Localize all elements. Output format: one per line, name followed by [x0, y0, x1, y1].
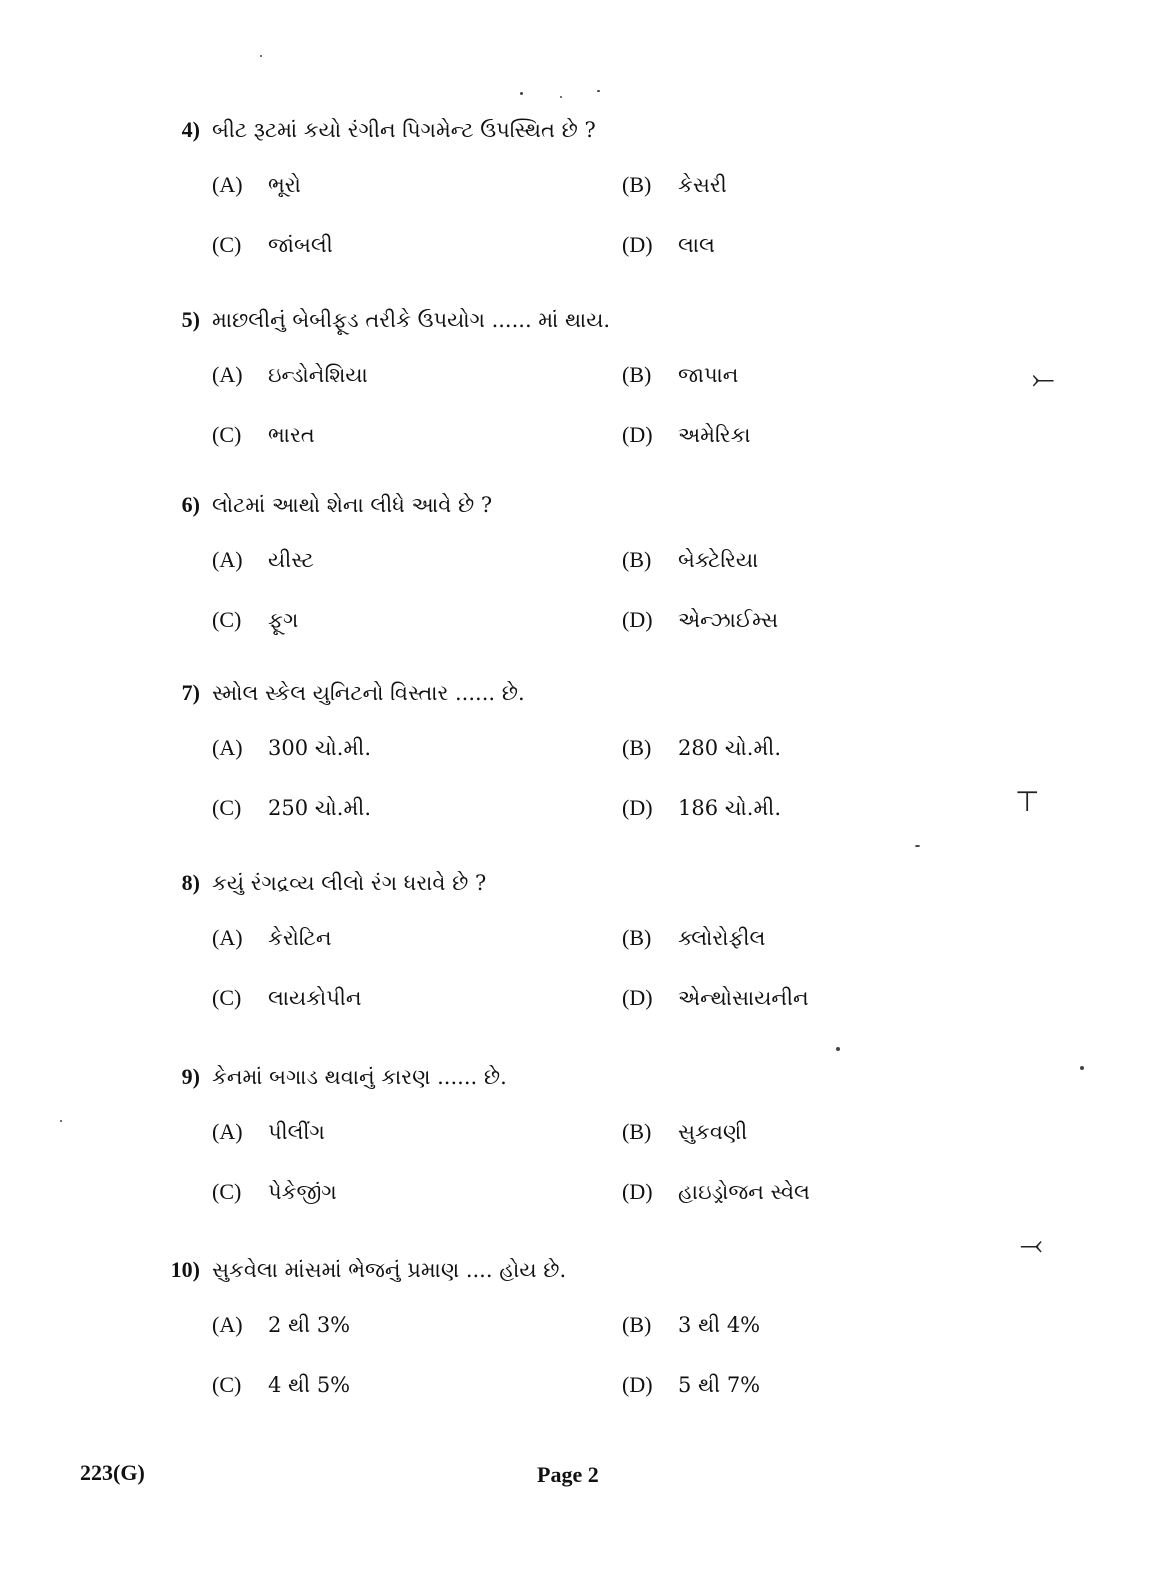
question-8 [150, 868, 1050, 1013]
option-letter: (B) [622, 925, 652, 950]
option-text: કેસરી [678, 173, 727, 197]
option-letter: (D) [622, 232, 653, 257]
question-head [150, 1062, 1050, 1092]
option-text: સુકવણી [678, 1120, 748, 1144]
option-letter: (D) [622, 985, 653, 1010]
question-number: 6) [181, 492, 200, 517]
question-text: બીટ રૂટમાં કયો રંગીન પિગમેન્ટ ઉપસ્થિત છે ? [212, 118, 596, 142]
option-d [622, 983, 1032, 1013]
option-letter: (B) [622, 172, 652, 197]
question-text: માછલીનું બેબીફૂડ તરીકે ઉપયોગ ...... માં થાય. [212, 308, 611, 332]
options-grid [212, 360, 1050, 450]
option-text: ક્લોરોફીલ [678, 926, 766, 950]
options-grid [212, 545, 1050, 635]
option-letter: (B) [622, 735, 652, 760]
option-b [622, 1117, 1032, 1147]
question-number: 4) [181, 117, 200, 142]
option-text: 3 થી 4% [678, 1313, 761, 1337]
option-b [622, 545, 1032, 575]
option-letter: (C) [212, 795, 242, 820]
option-letter: (A) [212, 735, 243, 760]
question-head [150, 115, 1050, 145]
option-text: જાપાન [678, 363, 739, 387]
question-6 [150, 490, 1050, 635]
option-a [212, 1117, 622, 1147]
option-letter: (C) [212, 232, 242, 257]
option-text: એન્ઝાઈમ્સ [678, 608, 779, 632]
option-b [622, 360, 1032, 390]
options-grid [212, 923, 1050, 1013]
option-letter: (B) [622, 362, 652, 387]
option-text: યીસ્ટ [268, 548, 314, 572]
question-number: 5) [181, 307, 200, 332]
question-head [150, 305, 1050, 335]
option-text: કેરોટિન [268, 926, 332, 950]
option-a [212, 545, 622, 575]
scan-speck [520, 92, 523, 95]
option-b [622, 1310, 1032, 1340]
scan-speck [560, 96, 562, 98]
option-b [622, 733, 1032, 763]
scan-speck [915, 845, 920, 847]
option-text: બેક્ટેરિયા [678, 548, 759, 572]
option-letter: (D) [622, 607, 653, 632]
scan-mark-icon: ⤚ [1032, 362, 1055, 395]
option-letter: (C) [212, 1179, 242, 1204]
options-grid [212, 1310, 1050, 1400]
options-grid [212, 733, 1050, 823]
question-text: સ્મોલ સ્કેલ યુનિટનો વિસ્તાર ...... છે. [212, 681, 525, 705]
question-text: લોટમાં આથો શેના લીધે આવે છે ? [212, 493, 493, 517]
options-grid [212, 170, 1050, 260]
option-b [622, 170, 1032, 200]
option-c [212, 1177, 622, 1207]
option-d [622, 793, 1032, 823]
question-head [150, 490, 1050, 520]
option-text: એન્થોસાયનીન [678, 986, 809, 1010]
option-letter: (D) [622, 1372, 653, 1397]
option-text: ફૂગ [268, 608, 299, 632]
option-c [212, 230, 622, 260]
scan-mark-icon: ⤙ [1020, 1228, 1043, 1261]
question-number: 7) [181, 680, 200, 705]
question-4 [150, 115, 1050, 260]
option-text: ઇન્ડોનેશિયા [268, 363, 368, 387]
option-text: 250 ચો.મી. [268, 796, 371, 820]
option-d [622, 1370, 1032, 1400]
scan-speck [836, 1047, 840, 1051]
question-number: 10) [170, 1257, 200, 1282]
option-letter: (C) [212, 607, 242, 632]
option-text: હાઇડ્રોજન સ્વેલ [678, 1180, 810, 1204]
option-c [212, 793, 622, 823]
option-text: પેકેજીંગ [268, 1180, 337, 1204]
option-letter: (C) [212, 985, 242, 1010]
option-letter: (A) [212, 172, 243, 197]
option-d [622, 420, 1032, 450]
option-text: 300 ચો.મી. [268, 736, 371, 760]
page-number: Page 2 [537, 1462, 599, 1487]
option-letter: (A) [212, 362, 243, 387]
option-letter: (B) [622, 547, 652, 572]
options-grid [212, 1117, 1050, 1207]
option-letter: (C) [212, 422, 242, 447]
question-head [150, 1255, 1050, 1285]
option-a [212, 733, 622, 763]
paper-code: 223(G) [80, 1460, 145, 1485]
option-letter: (A) [212, 925, 243, 950]
scan-mark-icon: ⊤ [1015, 785, 1040, 818]
option-d [622, 1177, 1032, 1207]
option-text: 5 થી 7% [678, 1373, 761, 1397]
question-9 [150, 1062, 1050, 1207]
question-number: 9) [181, 1064, 200, 1089]
option-text: ભારત [268, 423, 315, 447]
option-d [622, 230, 1032, 260]
question-head [150, 868, 1050, 898]
option-letter: (D) [622, 1179, 653, 1204]
scan-speck [597, 90, 600, 92]
option-letter: (A) [212, 547, 243, 572]
option-text: અમેરિકા [678, 423, 751, 447]
option-text: પીલીંગ [268, 1120, 325, 1144]
option-letter: (C) [212, 1372, 242, 1397]
option-c [212, 983, 622, 1013]
option-letter: (D) [622, 422, 653, 447]
option-text: 4 થી 5% [268, 1373, 351, 1397]
question-text: કેનમાં બગાડ થવાનું કારણ ...... છે. [212, 1065, 507, 1089]
option-text: 280 ચો.મી. [678, 736, 781, 760]
option-letter: (A) [212, 1312, 243, 1337]
option-c [212, 420, 622, 450]
question-7 [150, 678, 1050, 823]
option-letter: (B) [622, 1119, 652, 1144]
option-letter: (B) [622, 1312, 652, 1337]
option-a [212, 1310, 622, 1340]
option-text: ભૂરો [268, 173, 301, 197]
scan-speck [260, 55, 262, 57]
question-text: સુકવેલા માંસમાં ભેજનું પ્રમાણ .... હોય છે. [212, 1258, 567, 1282]
question-head [150, 678, 1050, 708]
option-text: લાયકોપીન [268, 986, 362, 1010]
question-10 [150, 1255, 1050, 1400]
option-text: 186 ચો.મી. [678, 796, 781, 820]
option-d [622, 605, 1032, 635]
scan-speck [1080, 1066, 1084, 1070]
option-text: 2 થી 3% [268, 1313, 351, 1337]
option-c [212, 1370, 622, 1400]
scan-speck [60, 1120, 62, 1122]
option-c [212, 605, 622, 635]
option-a [212, 923, 622, 953]
option-b [622, 923, 1032, 953]
option-text: જાંબલી [268, 233, 333, 257]
question-text: કયું રંગદ્રવ્ય લીલો રંગ ધરાવે છે ? [212, 871, 487, 895]
option-letter: (D) [622, 795, 653, 820]
option-letter: (A) [212, 1119, 243, 1144]
option-a [212, 360, 622, 390]
option-a [212, 170, 622, 200]
question-5 [150, 305, 1050, 450]
option-text: લાલ [678, 233, 715, 257]
question-number: 8) [181, 870, 200, 895]
